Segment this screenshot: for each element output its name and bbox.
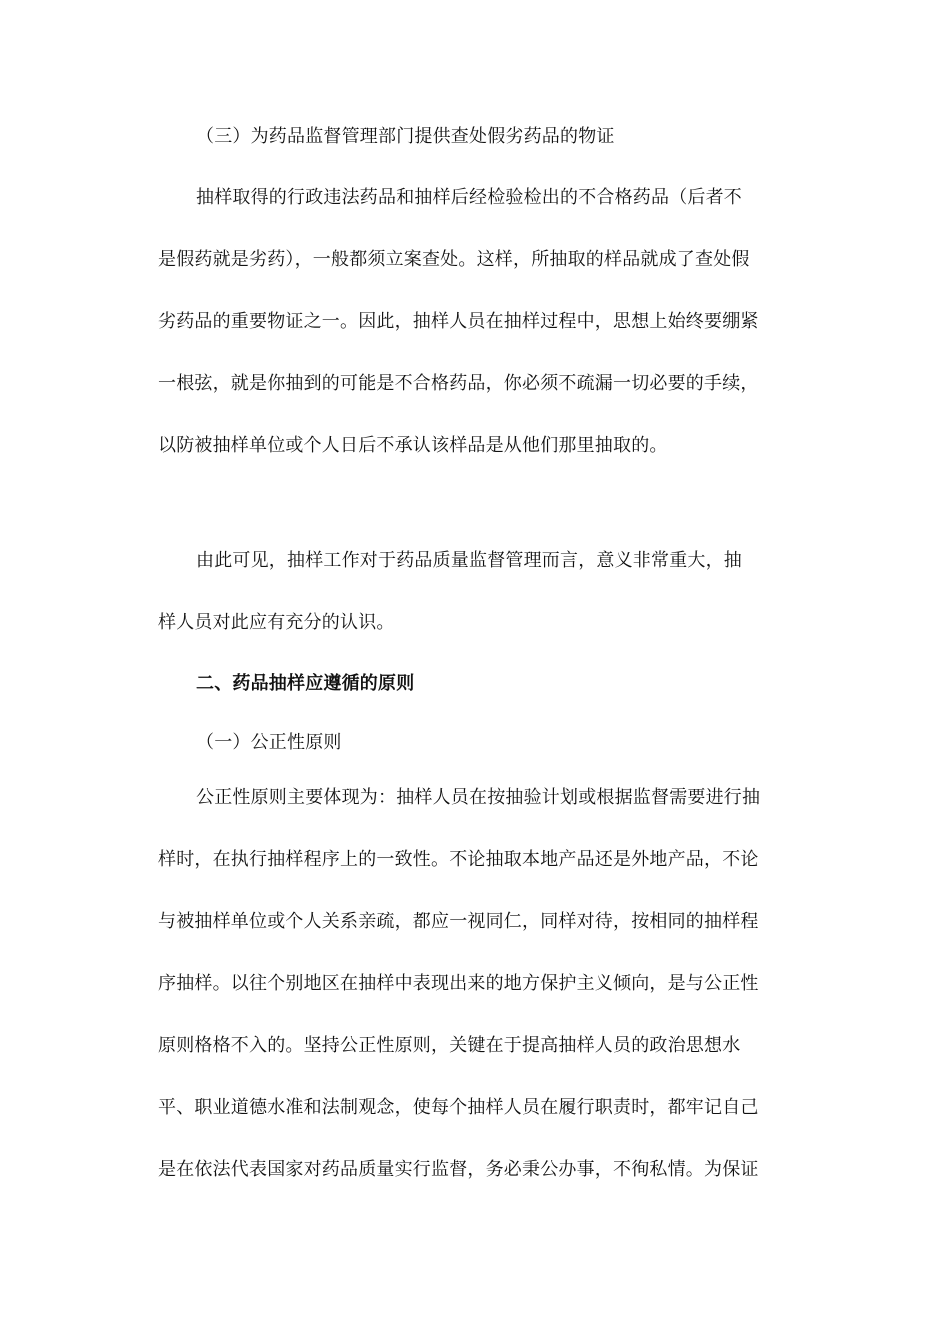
paragraph-line: 是在依法代表国家对药品质量实行监督，务必秉公办事，不徇私情。为保证 (158, 1159, 759, 1180)
paragraph-line: 一根弦，就是你抽到的可能是不合格药品，你必须不疏漏一切必要的手续， (158, 373, 759, 394)
paragraph-line: 样人员对此应有充分的认识。 (158, 612, 395, 633)
paragraph-line: 原则格格不入的。坚持公正性原则，关键在于提高抽样人员的政治思想水 (158, 1035, 741, 1056)
subheading-three: （三）为药品监督管理部门提供查处假劣药品的物证 (196, 126, 615, 147)
paragraph-line: 与被抽样单位或个人关系亲疏，都应一视同仁，同样对待，按相同的抽样程 (158, 911, 759, 932)
paragraph-line: 平、职业道德水准和法制观念，使每个抽样人员在履行职责时，都牢记自己 (158, 1097, 759, 1118)
paragraph-line: 劣药品的重要物证之一。因此，抽样人员在抽样过程中，思想上始终要绷紧 (158, 311, 759, 332)
paragraph-line: 是假药就是劣药），一般都须立案查处。这样，所抽取的样品就成了查处假 (158, 249, 750, 270)
paragraph-line: 以防被抽样单位或个人日后不承认该样品是从他们那里抽取的。 (158, 435, 668, 456)
paragraph-line: 由此可见，抽样工作对于药品质量监督管理而言，意义非常重大，抽 (196, 550, 742, 571)
paragraph-line: 公正性原则主要体现为：抽样人员在按抽验计划或根据监督需要进行抽 (196, 787, 761, 808)
paragraph-line: 样时，在执行抽样程序上的一致性。不论抽取本地产品还是外地产品，不论 (158, 849, 759, 870)
paragraph-line: 抽样取得的行政违法药品和抽样后经检验检出的不合格药品（后者不 (196, 187, 742, 208)
section-heading: 二、药品抽样应遵循的原则 (196, 673, 415, 694)
paragraph-line: 序抽样。以往个别地区在抽样中表现出来的地方保护主义倾向，是与公正性 (158, 973, 759, 994)
subheading-one: （一）公正性原则 (196, 732, 342, 753)
